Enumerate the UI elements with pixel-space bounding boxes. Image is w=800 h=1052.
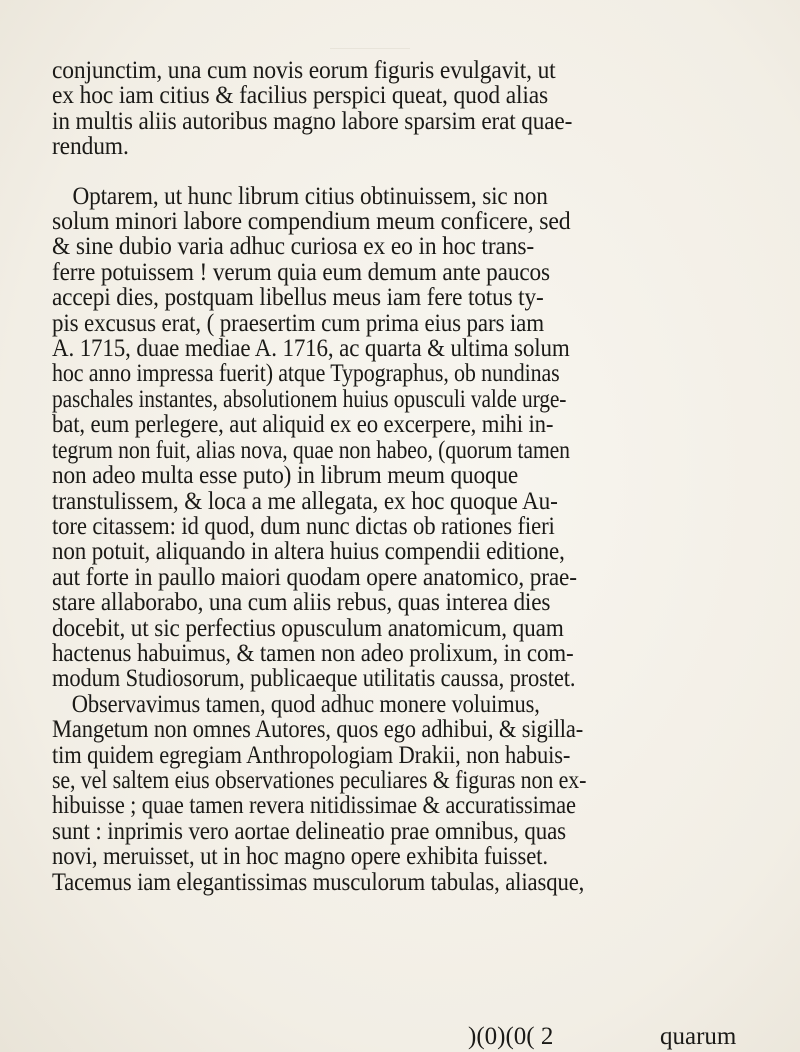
text-line: ex hoc iam citius & facilius perspici queat, quod alias: [52, 82, 549, 110]
text-line: Observavimus tamen, quod adhuc monere voluimus,: [71, 690, 540, 718]
text-line: stare allaborabo, una cum aliis rebus, quas interea dies: [52, 589, 551, 617]
catchword: quarum: [660, 1023, 737, 1050]
text-line: Mangetum non omnes Autores, quos ego adhibui, & sigilla-: [52, 716, 584, 744]
text-line: tim quidem egregiam Anthropologiam Drakii, non habuis-: [52, 741, 571, 769]
text-line: A. 1715, duae mediae A. 1716, ac quarta & ultima solum: [52, 335, 570, 363]
text-line: novi, meruisset, ut in hoc magno opere exhibita fuisset.: [52, 843, 548, 871]
text-line: docebit, ut sic perfectius opusculum anatomicum, quam: [52, 614, 564, 642]
text-line: transtulissem, & loca a me allegata, ex hoc quoque Au-: [52, 487, 558, 515]
text-line: paschales instantes, absolutionem huius opusculi valde urge-: [52, 385, 567, 413]
page-smudge: [330, 8, 410, 49]
text-line: Optarem, ut hunc librum citius obtinuissem, sic non: [72, 182, 548, 210]
text-line: hactenus habuimus, & tamen non adeo prolixum, in com-: [52, 639, 574, 667]
text-line: modum Studiosorum, publicaeque utilitatis caussa, prostet.: [52, 665, 576, 693]
text-line: sunt : inprimis vero aortae delineatio prae omnibus, quas: [52, 817, 566, 845]
text-line: pis excusus erat, ( praesertim cum prima eius pars iam: [52, 309, 545, 337]
text-line: non adeo multa esse puto) in librum meum quoque: [52, 462, 519, 490]
text-line: accepi dies, postquam libellus meus iam fere totus ty-: [52, 284, 544, 312]
text-line: ferre potuissem ! verum quia eum demum ante paucos: [52, 258, 550, 286]
text-line: non potuit, aliquando in altera huius compendii editione,: [52, 538, 565, 566]
text-line: bat, eum perlegere, aut aliquid ex eo excerpere, mihi in-: [52, 411, 554, 439]
text-line: conjunctim, una cum novis eorum figuris evulgavit, ut: [52, 57, 556, 84]
text-line: hibuisse ; quae tamen revera nitidissimae & accuratissimae: [52, 792, 576, 820]
text-line: rendum.: [52, 133, 129, 161]
text-line: in multis aliis autoribus magno labore sparsim erat quae-: [52, 107, 573, 135]
text-line: se, vel saltem eius observationes peculiares & figuras non ex-: [52, 766, 587, 794]
text-line: tegrum non fuit, alias nova, quae non habeo, (quorum tamen: [52, 436, 570, 464]
text-line: Tacemus iam elegantissimas musculorum tabulas, aliasque,: [52, 868, 585, 896]
text-line: aut forte in paullo maiori quodam opere anatomico, prae-: [52, 563, 577, 591]
text-line: & sine dubio varia adhuc curiosa ex eo in hoc trans-: [52, 233, 535, 261]
body-text: [52, 58, 772, 895]
signature-mark: )(0)(0( 2: [468, 1023, 554, 1050]
text-line: hoc anno impressa fuerit) atque Typographus, ob nundinas: [52, 360, 560, 388]
text-line: solum minori labore compendium meum conficere, sed: [52, 208, 571, 236]
text-line: tore citassem: id quod, dum nunc dictas ob rationes fieri: [52, 512, 555, 540]
